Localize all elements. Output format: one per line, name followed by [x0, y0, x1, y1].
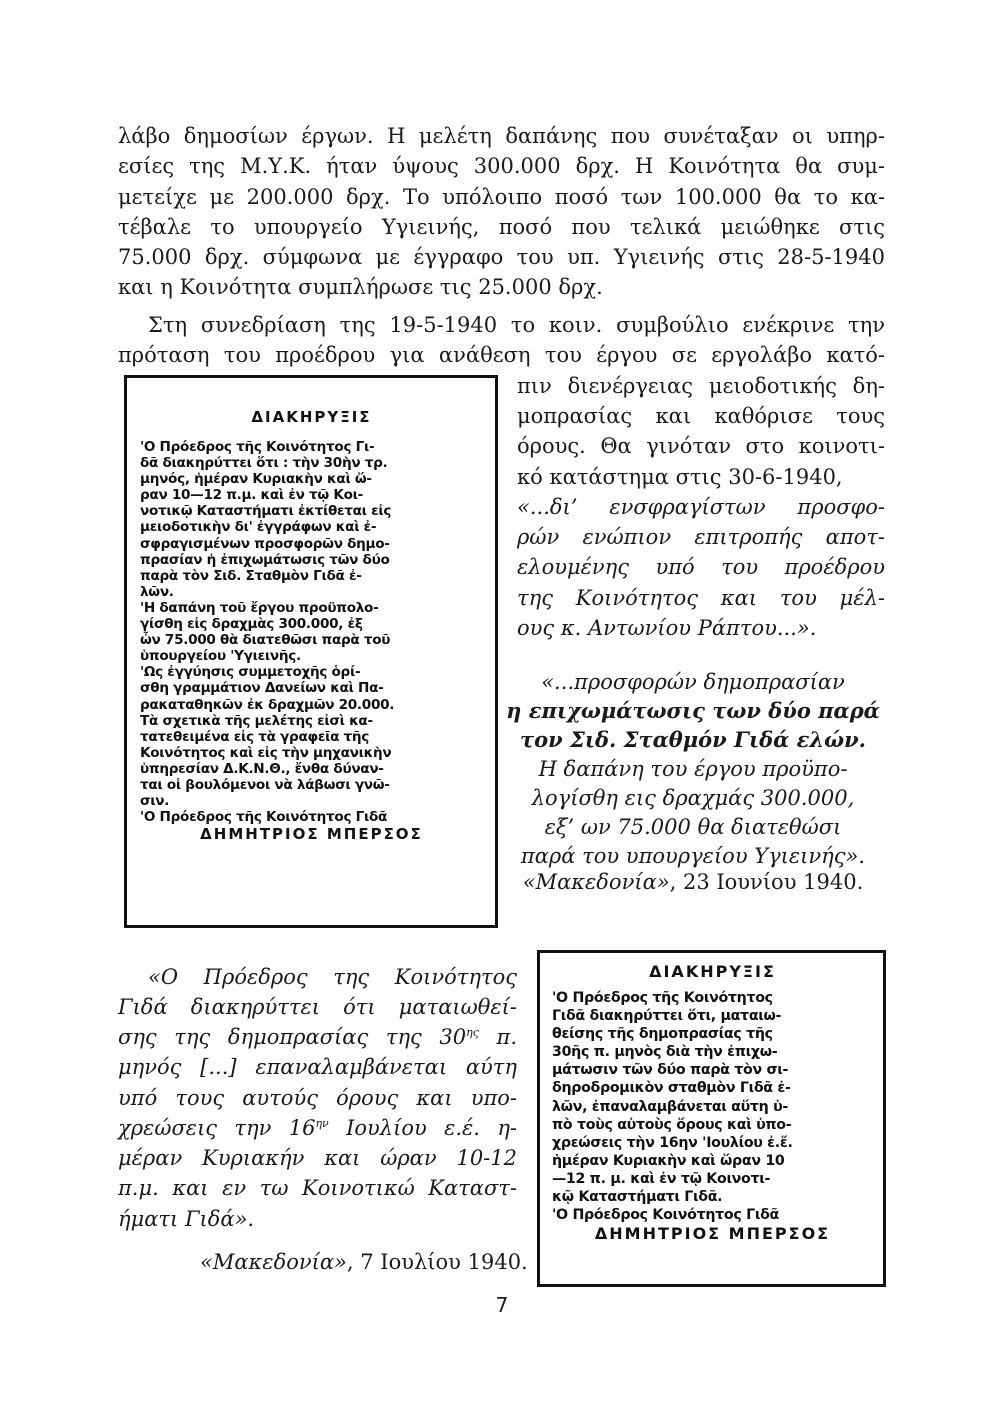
clipping-line: λῶν.	[140, 583, 174, 600]
clipping-line: 'Η δαπάνη τοῦ ἔργου προϋπολο-	[140, 599, 379, 616]
quote-line	[118, 1113, 517, 1143]
ordinal-suffix: ης	[466, 1026, 479, 1039]
text-line: πιν διενέργειας μειοδοτικής δη-	[517, 374, 885, 398]
clipping-line: ἡμέραν Κυριακὴν καὶ ὥραν 10	[552, 1152, 785, 1169]
clipping-line: ται οἱ βουλόμενοι νὰ λάβωσι γνῶ-	[140, 776, 390, 793]
clipping-line: δηροδρομικὸν σταθμὸν Γιδᾶ ἐ-	[552, 1080, 791, 1097]
quote-line: Γιδά διακηρύττει ότι ματαιωθεί-	[118, 995, 517, 1019]
quote-fragment: Ιουλίου ε.έ. η-	[328, 1116, 517, 1140]
clipping-line: 'Ο Πρόεδρος τῆς Κοινότητος Γι-	[140, 439, 375, 455]
newspaper-clipping-2	[537, 950, 886, 1287]
clipping-line: 'Ως ἐγγύησις συμμετοχῆς ὁρί-	[140, 664, 361, 681]
text-line: μετείχε με 200.000 δρχ. Το υπόλοιπο ποσό των 100.000 θα το κα-	[118, 185, 885, 209]
clipping-line: λῶν, ἐπαναλαμβάνεται αὕτη ὑ-	[552, 1098, 788, 1115]
clipping-signature: ΔΗΜΗΤΡΙΟΣ ΜΠΕΡΣΟΣ	[594, 1224, 831, 1244]
text-line: Στη συνεδρίαση της 19-5-1940 το κοιν. συμβούλιο ενέκρινε την	[148, 313, 885, 337]
clipping-line: μηνός, ἡμέραν Κυριακὴν καὶ ὥ-	[140, 471, 372, 488]
page-number: 7	[495, 1293, 509, 1317]
quote-line: μέραν Κυριακήν και ώραν 10-12	[118, 1146, 517, 1170]
quote-fragment: σης της δημοπρασίας της 30	[118, 1025, 467, 1049]
quote-line	[118, 1022, 517, 1052]
quote-source	[200, 1247, 528, 1277]
quote-fragment: χρεώσεις την 16	[118, 1116, 316, 1140]
text-line: «...δι’ ενσφραγίστων προσφο-	[517, 495, 885, 519]
quote-line: π.μ. και εν τω Κοινοτικώ Καταστ-	[118, 1176, 517, 1200]
text-line: μοπρασίας και καθόρισε τους	[517, 404, 885, 428]
clipping-line: χρεώσεις τὴν 16ην 'Ιουλίου ἐ.ἔ.	[552, 1134, 793, 1151]
clipping-line: ραν 10—12 π.μ. καὶ ἐν τῷ Κοι-	[140, 487, 363, 504]
clipping-line: πὸ τοὺς αὐτοὺς ὅρους καὶ ὑπο-	[552, 1116, 792, 1133]
clipping-line: —12 π. μ. καὶ ἐν τῷ Κοινοτι-	[552, 1170, 771, 1187]
source-paper: «Μακεδονία»	[522, 870, 670, 894]
clipping-title: ΔΙΑΚΗΡΥΞΙΣ	[251, 408, 372, 426]
text-line: της Κοινότητος και του μέλ-	[517, 586, 885, 610]
text-line: και η Κοινότητα συμπλήρωσε τις 25.000 δρχ.	[118, 275, 603, 299]
clipping-line: ὑπηρεσίαν Δ.Κ.Ν.Θ., ἔνθα δύναν-	[140, 760, 384, 777]
clipping-line: κῷ Καταστήματι Γιδᾶ.	[552, 1189, 723, 1206]
quote-line: υπό τους αυτούς όρους και υπο-	[118, 1086, 517, 1110]
clipping-line: σιν.	[140, 793, 170, 810]
clipping-line: νοτικῷ Καταστήματι ἐκτίθεται εἰς	[140, 503, 392, 520]
clipping-line: δᾶ διακηρύττει ὅτι : τὴν 30ὴν τρ.	[140, 455, 388, 472]
clipping-line: πρασίαν ἡ ἐπιχωμάτωσις τῶν δύο	[140, 551, 390, 568]
clipping-line: παρὰ τὸν Σιδ. Σταθμὸν Γιδᾶ ἐ-	[140, 567, 362, 584]
ordinal-suffix: ην	[315, 1117, 329, 1130]
clipping-line: ρακαταθηκῶν ἐκ δραχμῶν 20.000.	[140, 696, 395, 713]
caption-line: παρά του υπουργείου Υγιεινής».	[520, 844, 866, 868]
clipping-line: σφραγισμένων προσφορῶν δημο-	[140, 535, 390, 552]
caption-line: εξ’ ων 75.000 θα διατεθώσι	[544, 815, 842, 839]
clipping-line: μειοδοτικὴν δι' ἐγγράφων καὶ ἐ-	[140, 519, 377, 536]
text-line: 75.000 δρχ. σύμφωνα με έγγραφο του υπ. Υγιεινής στις 28-5-1940	[118, 245, 885, 269]
source-paper: «Μακεδονία»	[200, 1250, 347, 1274]
caption-line: λογίσθη εις δραχμάς 300.000,	[531, 786, 855, 810]
clipping-line: 'Ο Πρόεδρος Κοινότητος Γιδᾶ	[552, 1207, 779, 1224]
text-line: λάβο δημοσίων έργων. Η μελέτη δαπάνης που συνέταξαν οι υπηρ-	[118, 124, 885, 148]
caption-source	[503, 867, 883, 897]
clipping-line: θείσης τῆς δημοπρασίας τῆς	[552, 1026, 773, 1043]
text-line: πρόταση του προέδρου για ανάθεση του έργου σε εργολάβο κατό-	[118, 343, 885, 367]
source-date: , 23 Ιουνίου 1940.	[669, 870, 864, 894]
newspaper-clipping-1	[124, 375, 498, 928]
quote-line: μηνός [...] επαναλαμβάνεται αύτη	[118, 1055, 517, 1079]
clipping-line: Γιδᾶ διακηρύττει ὅτι, ματαιω-	[552, 1008, 782, 1025]
text-line: όρους. Θα γινόταν στο κοινοτι-	[517, 434, 885, 458]
caption-line: «...προσφορών δημοπρασίαν	[541, 670, 845, 694]
clipping-signature: ΔΗΜΗΤΡΙΟΣ ΜΠΕΡΣΟΣ	[200, 825, 423, 844]
clipping-line: Τὰ σχετικὰ τῆς μελέτης εἰσὶ κα-	[140, 712, 373, 729]
clipping-line: 'Ο Πρόεδρος τῆς Κοινότητος	[552, 990, 773, 1006]
caption-line: τον Σιδ. Σταθμόν Γιδά ελών.	[520, 727, 866, 752]
clipping-line: ὧν 75.000 θὰ διατεθῶσι παρὰ τοῦ	[140, 632, 391, 649]
clipping-line: τατεθειμένα εἰς τὰ γραφεῖα τῆς	[140, 728, 370, 745]
quote-line: «Ο Πρόεδρος της Κοινότητος	[148, 965, 517, 989]
clipping-line: ὑπουργείου 'Υγιεινῆς.	[140, 648, 301, 665]
quote-fragment: π.	[478, 1025, 517, 1049]
clipping-line: 30ῆς π. μηνὸς διὰ τὴν ἐπιχω-	[552, 1044, 778, 1061]
clipping-line: γίσθη εἰς δραχμὰς 300.000, ἐξ	[140, 616, 363, 633]
clipping-line: σθη γραμμάτιον Δανείων καὶ Πα-	[140, 680, 384, 697]
text-line: ρών ενώπιον επιτροπής αποτ-	[517, 525, 885, 549]
clipping-title: ΔΙΑΚΗΡΥΞΙΣ	[649, 962, 776, 981]
quote-line: ήματι Γιδά».	[118, 1207, 255, 1231]
text-line: ελουμένης υπό του προέδρου	[517, 555, 885, 579]
text-line: κό κατάστημα στις 30-6-1940,	[517, 465, 843, 489]
text-line: τέβαλε το υπουργείο Υγιεινής, ποσό που τελικά μειώθηκε στις	[118, 215, 885, 239]
text-line: εσίες της Μ.Υ.Κ. ήταν ύψους 300.000 δρχ. Η Κοινότητα θα συμ-	[118, 154, 885, 178]
caption-line: Η δαπάνη του έργου προϋπο-	[538, 757, 848, 781]
clipping-line: Κοινότητος καὶ εἰς τὴν μηχανικὴν	[140, 744, 392, 761]
source-date: , 7 Ιουλίου 1940.	[346, 1250, 528, 1274]
text-line: ους κ. Αντωνίου Ράπτου...».	[517, 616, 817, 640]
clipping-line: μάτωσιν τῶν δύο παρὰ τὸν σι-	[552, 1062, 789, 1079]
clipping-line: 'Ο Πρόεδρος τῆς Κοινότητος Γιδᾶ	[140, 809, 388, 826]
caption-line: η επιχωμάτωσις των δύο παρά	[506, 698, 880, 723]
